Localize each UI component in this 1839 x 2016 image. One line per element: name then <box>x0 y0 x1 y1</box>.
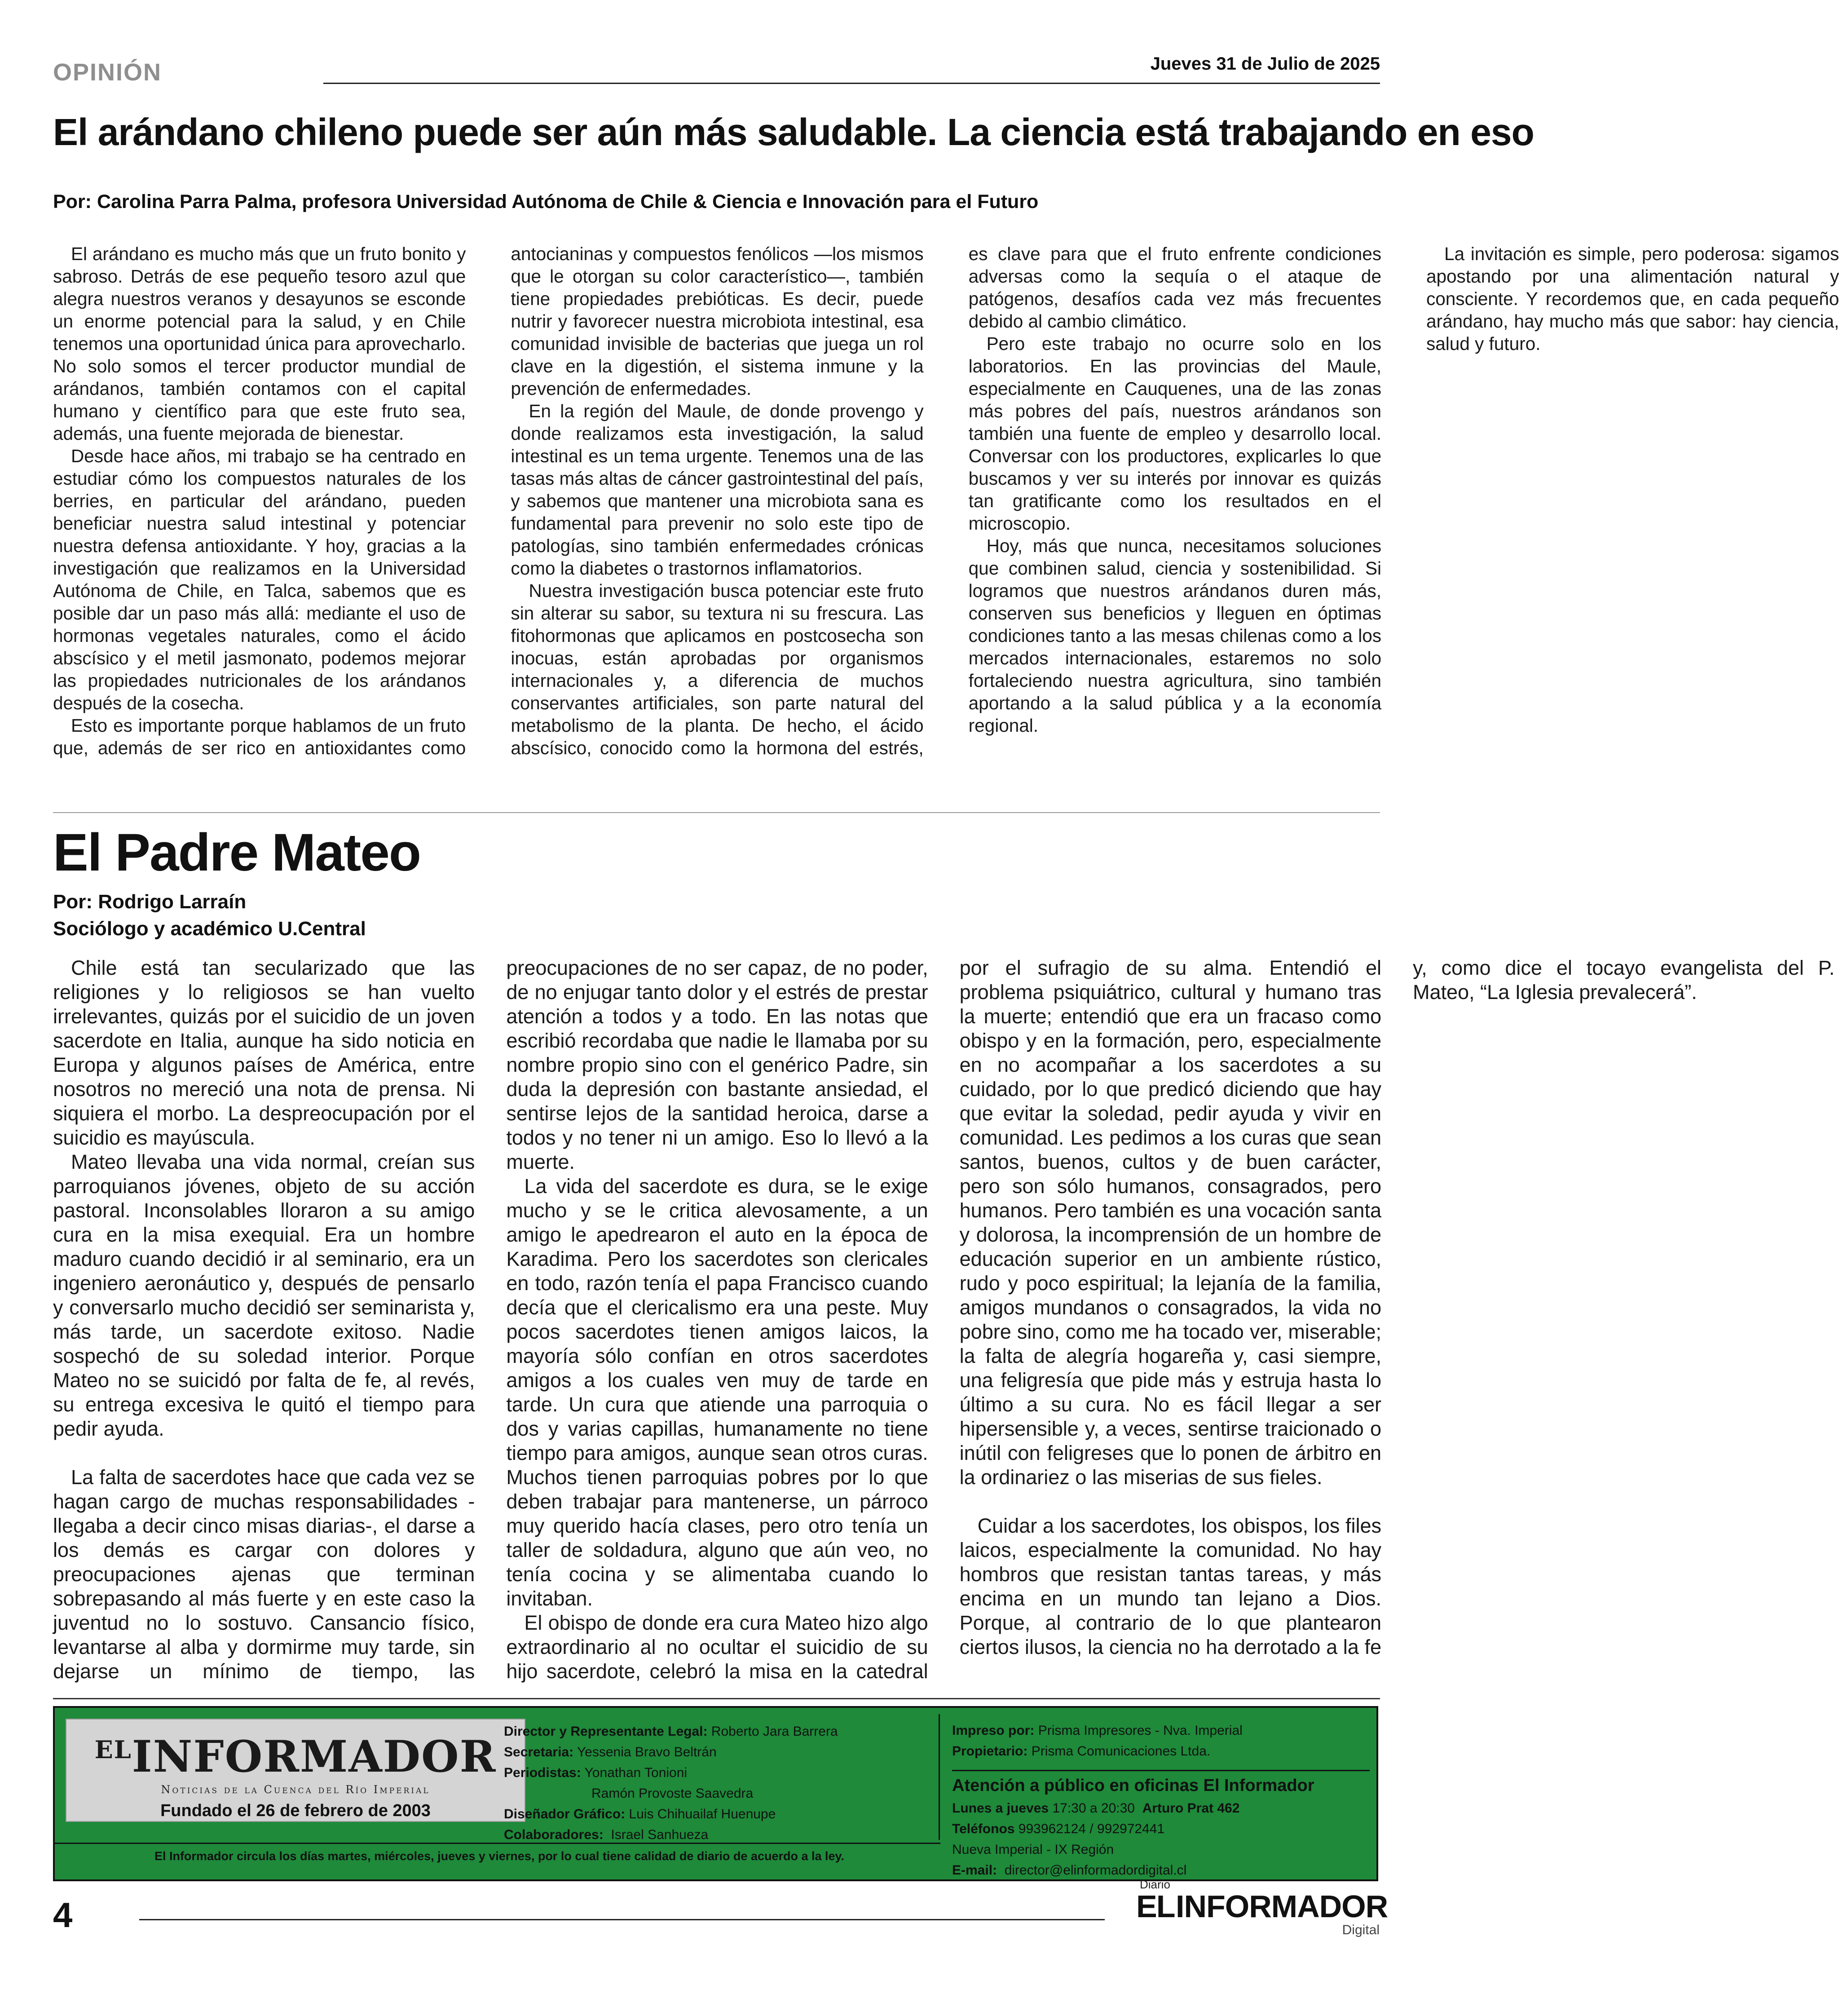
article2-paragraph: Chile está tan secularizado que las religiones y lo religiosos se han vuelto irrelevantes, quizás por el suicidio de un joven sacerdote en Italia, aunque ha sido noticia en Europa y algunos países de América, entre nosotros no mereció una nota de prensa. Ni siquiera el morbo. La despreocupación por el suicidio es mayúscula. <box>53 956 475 1149</box>
article1-paragraph: Esto es importante porque hablamos de un fruto que, además de ser rico en antioxidantes como antocianinas y compuestos fenólicos —los mismos que le otorgan su color característico—, también tiene propiedades prebióticas. Es decir, puede nutrir y favorecer nuestra microbiota intestinal, esa comunidad invisible de bacterias que juega un rol clave en la digestión, el sistema inmune y la prevención de enfermedades. <box>53 243 924 758</box>
article2-author-role: Sociólogo y académico U.Central <box>53 918 366 940</box>
article2-paragraph: Mateo llevaba una vida normal, creían sus parroquianos jóvenes, objeto de su acción pastoral. Inconsolables lloraron a su amigo cura en la misa exequial. Era un hombre maduro cuando decidió ir al seminario, era un ingeniero aeronáutico y, después de pensarlo y conversarlo mucho decidió ser seminarista y, más tarde, un sacerdote exitoso. Nadie sospechó de su soledad interior. Porque Mateo no se suicidó por falta de fe, al revés, su entrega excesiva le quitó el tiempo para pedir ayuda. <box>53 1150 475 1440</box>
article-divider <box>53 812 1380 813</box>
masthead-banner <box>53 1706 1378 1881</box>
header-divider <box>323 83 1380 84</box>
footer-divider <box>139 1919 1105 1920</box>
article1-paragraph: La invitación es simple, pero poderosa: sigamos apostando por una alimentación natural y consciente. Y recordemos que, en cada pequeño arándano, hay mucho más que sabor: hay ciencia, salud y futuro. <box>1426 243 1839 354</box>
office-info <box>952 1720 1370 1881</box>
section-label: OPINIÓN <box>53 59 162 86</box>
footer-logo <box>1136 1878 1388 1941</box>
staff-row: Ramón Provoste Saavedra <box>591 1786 754 1801</box>
article2-paragraph: El obispo de donde era cura Mateo hizo algo extraordinario al no ocultar el suicidio de su hijo sacerdote, celebró la misa en la catedral por el sufragio de su alma. Entendió el problema psiquiátrico, cultural y humano tras la muerte; entendió que era un fracaso como obispo y en la formación, pero, especialmente en no acompañar a los sacerdotes a su cuidado, por lo que predicó diciendo que hay que evitar la soledad, pedir ayuda y vivir en comunidad. Les pedimos a los curas que sean santos, buenos, cultos y de buen carácter, pero son sólo humanos, consagrados, pero humanos. Pero también es una vocación santa y dolorosa, la incomprensión de un hombre de educación superior en un ambiente rústico, rudo y poco espiritual; la lejanía de la familia, amigos mundanos o consagrados, la vida no pobre sino, como me ha tocado ver, miserable; la falta de alegría hogareña y, casi siempre, una feligresía que pide más y estruja hasta lo último a su cura. No es fácil llegar a ser hipersensible y, a veces, sentirse traicionado o inútil con feligreses que lo ponen de árbitro en la ordinariez o las miserias de sus fieles. <box>506 956 1381 1683</box>
article1-paragraph: Nuestra investigación busca potenciar este fruto sin alterar su sabor, su textura ni su frescura. Las fitohormonas que aplicamos en postcosecha son inocuas, están aprobadas por organismos internacionales y, a diferencia de muchos conservantes artificiales, son parte natural del metabolismo de la planta. De hecho, el ácido abscísico, conocido como la hormona del estrés, es clave para que el fruto enfrente condiciones adversas como la sequía o el ataque de patógenos, desafíos cada vez más frecuentes debido al cambio climático. <box>511 243 1381 758</box>
city-row: Nueva Imperial - IX Región <box>952 1842 1114 1857</box>
article2-body <box>53 956 1835 1684</box>
footer-logo-digital: Digital <box>1342 1923 1380 1937</box>
page-number: 4 <box>53 1895 73 1935</box>
article1-paragraph: Pero este trabajo no ocurre solo en los laboratorios. En las provincias del Maule, especialmente en Cauquenes, una de las zonas más pobres del país, nuestros arándanos son también una fuente de empleo y desarrollo local. Conversar con los productores, explicarles lo que buscamos y ver su interés por innovar es quizás tan gratificante como los resultados en el microscopio. <box>968 333 1381 534</box>
staff-row: Diseñador Gráfico: Luis Chihuailaf Huenupe <box>504 1807 776 1821</box>
staff-row: Director y Representante Legal: Roberto Jara Barrera <box>504 1724 838 1739</box>
article2-paragraph: La falta de sacerdotes hace que cada vez se hagan cargo de muchas responsabilidades -llegaba a decir cinco misas diarias-, el darse a los demás es cargar con dolores y preocupaciones ajenas que terminan sobrepasando al más fuerte y en este caso la juventud no lo sostuvo. Cansancio físico, levantarse al alba y dormirme muy tarde, sin dejarse un mínimo de tiempo, las preocupaciones de no ser capaz, de no poder, de no enjugar tanto dolor y el estrés de prestar atención a todos y a todo. En las notas que escribió recordaba que nadie le llamaba por su nombre propio sino con el genérico Padre, sin duda la depresión con bastante ansiedad, el sentirse lejos de la santidad heroica, darse a todos y no tener ni un amigo. Eso lo llevó a la muerte. <box>53 956 928 1683</box>
article2-author: Por: Rodrigo Larraín <box>53 891 247 913</box>
article2-title: El Padre Mateo <box>53 823 420 882</box>
circulation-note: El Informador circula los días martes, miércoles, jueves y viernes, por lo cual tiene calidad de diario de acuerdo a la ley. <box>154 1849 845 1863</box>
staff-row: Secretaria: Yessenia Bravo Beltrán <box>504 1745 717 1760</box>
staff-row: Colaboradores: Israel Sanhueza <box>504 1827 709 1842</box>
issue-date: Jueves 31 de Julio de 2025 <box>1150 54 1380 74</box>
footer-logo-diario: Diario <box>1140 1878 1170 1891</box>
article2-paragraph: La vida del sacerdote es dura, se le exige mucho y se le critica alevosamente, a un amigo le apedrearon el auto en la época de Karadima. Pero los sacerdotes son clericales en todo, razón tenía el papa Francisco cuando decía que el clericalismo era una peste. Muy pocos sacerdotes tienen amigos laicos, la mayoría sólo confían en otros sacerdotes amigos a los cuales ven muy de tarde en tarde. Un cura que atiende una parroquia o dos y varias capillas, humanamente no tiene tiempo para amigos, aunque sean otros curas. Muchos tienen parroquias pobres por lo que deben trabajar para mantenerse, un párroco muy querido hacía clases, pero otro tenía un taller de soldadura, alguno que aún veo, no tenía cocina y se alimentaba cuando lo invitaban. <box>506 1175 928 1610</box>
masthead-divider <box>53 1698 1380 1699</box>
footer-logo-el: EL <box>1136 1889 1175 1924</box>
owner-row: Propietario: Prisma Comunicaciones Ltda. <box>952 1744 1211 1759</box>
article1-paragraph: Hoy, más que nunca, necesitamos soluciones que combinen salud, ciencia y sostenibilidad. Si logramos que nuestros arándanos duren más, conserven sus beneficios y lleguen en óptimas condiciones tanto a las mesas chilenas como a los mercados internacionales, estaremos no solo fortaleciendo nuestra agricultura, sino también aportando a la salud pública y a la economía regional. <box>968 535 1381 736</box>
hours-row: Lunes a jueves 17:30 a 20:30 Arturo Prat 462 <box>952 1801 1240 1816</box>
logo-wordmark: $^{EL}$INFORMADOR <box>94 1731 497 1782</box>
article1-paragraph: Desde hace años, mi trabajo se ha centrado en estudiar cómo los compuestos naturales de los berries, en particular del arándano, pueden beneficiar nuestra salud intestinal y potenciar nuestra defensa antioxidante. Y hoy, gracias a la investigación que realizamos en la Universidad Autónoma de Chile, en Talca, sabemos que es posible dar un paso más allá: mediante el uso de hormonas vegetales naturales, como el ácido abscísico y el metil jasmonato, podemos mejorar las propiedades nutricionales de los arándanos después de la cosecha. <box>53 446 466 713</box>
masthead-horizontal-divider <box>55 1843 940 1844</box>
article1-title: El arándano chileno puede ser aún más saludable. La ciencia está trabajando en eso <box>53 111 1534 153</box>
article1-paragraph: En la región del Maule, de donde provengo y donde realizamos esta investigación, la salud intestinal es un tema urgente. Tenemos una de las tasas más altas de cáncer gastrointestinal del país, y sabemos que mantener una microbiota sana es fundamental para prevenir no solo este tipo de patologías, sino también enfermedades crónicas como la diabetes o trastornos inflamatorios. <box>511 401 924 579</box>
attention-heading: Atención a público en oficinas El Informador <box>952 1770 1370 1798</box>
masthead-vertical-divider <box>939 1714 940 1840</box>
article1-byline: Por: Carolina Parra Palma, profesora Universidad Autónoma de Chile & Ciencia e Innovación para el Futuro <box>53 191 1039 212</box>
article2-paragraph: Cuidar a los sacerdotes, los obispos, los files laicos, especialmente la comunidad. No hay hombros que resistan tantas tareas, y más encima en un mundo tan lejano a Dios. Porque, al contrario de lo que plantearon ciertos ilusos, la ciencia no ha derrotado a la fe y, como dice el tocayo evangelista del P. Mateo, “La Iglesia prevalecerá”. <box>959 956 1835 1658</box>
footer-logo-name: INFORMADOR <box>1176 1889 1388 1924</box>
article1-paragraph: El arándano es mucho más que un fruto bonito y sabroso. Detrás de ese pequeño tesoro azul que alegra nuestros veranos y desayunos se esconde un enorme potencial para la salud, y en Chile tenemos una oportunidad única para aprovecharlo. No solo somos el tercer productor mundial de arándanos, también contamos con el capital humano y científico para que este fruto sea, además, una fuente mejorada de bienestar. <box>53 243 466 444</box>
article2-byline <box>53 889 366 942</box>
logo-tagline: Noticias de la Cuenca del Río Imperial <box>161 1783 430 1796</box>
email-row: E-mail: director@elinformadordigital.cl <box>952 1863 1187 1878</box>
founded-date: Fundado el 26 de febrero de 2003 <box>160 1801 431 1820</box>
email-link[interactable]: director@elinformadordigital.cl <box>1004 1863 1187 1878</box>
article1-body <box>53 243 1839 768</box>
printer-row: Impreso por: Prisma Impresores - Nva. Imperial <box>952 1723 1243 1738</box>
phones-row: Teléfonos 993962124 / 992972441 <box>952 1821 1165 1836</box>
newspaper-logo <box>66 1719 525 1822</box>
staff-row: Periodistas: Yonathan Tonioni <box>504 1765 688 1780</box>
staff-list <box>504 1721 917 1845</box>
